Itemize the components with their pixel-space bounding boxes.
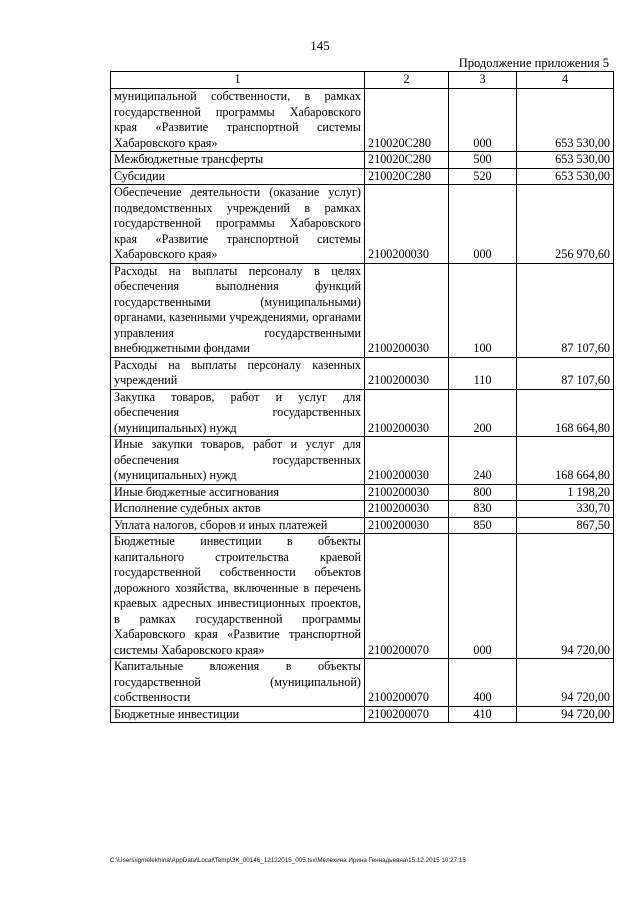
row-code-cell: 2100200030 xyxy=(365,437,449,485)
table-body xyxy=(111,89,614,723)
page-number: 145 xyxy=(310,38,330,53)
row-type-cell: 410 xyxy=(449,706,517,723)
row-code-cell: 2100200070 xyxy=(365,706,449,723)
row-sum-cell: 87 107,60 xyxy=(517,263,614,357)
column-header-4: 4 xyxy=(517,72,614,89)
table-row xyxy=(111,517,614,534)
continuation-label: Продолжение приложения 5 xyxy=(458,56,609,70)
row-name-cell: Иные бюджетные ассигнования xyxy=(111,484,365,501)
row-sum-cell: 94 720,00 xyxy=(517,534,614,659)
row-sum-cell: 94 720,00 xyxy=(517,659,614,707)
row-name-cell: Обеспечение деятельности (оказание услуг) подведомственных учреждений в рамках государственной программы Хабаровского края «Развитие транспортной системы Хабаровского края» xyxy=(111,185,365,264)
row-code-cell: 2100200030 xyxy=(365,389,449,437)
row-type-cell: 000 xyxy=(449,89,517,152)
row-code-cell: 210020С280 xyxy=(365,152,449,169)
row-sum-cell: 168 664,80 xyxy=(517,389,614,437)
table-row xyxy=(111,534,614,659)
row-sum-cell: 653 530,00 xyxy=(517,152,614,169)
row-name-cell: Исполнение судебных актов xyxy=(111,501,365,518)
row-type-cell: 000 xyxy=(449,534,517,659)
row-code-cell: 210020С280 xyxy=(365,168,449,185)
row-sum-cell: 330,70 xyxy=(517,501,614,518)
row-type-cell: 000 xyxy=(449,185,517,264)
row-type-cell: 800 xyxy=(449,484,517,501)
table-row xyxy=(111,389,614,437)
row-code-cell: 2100200030 xyxy=(365,501,449,518)
row-code-cell: 210020С280 xyxy=(365,89,449,152)
row-name-cell: Межбюджетные трансферты xyxy=(111,152,365,169)
column-header-2: 2 xyxy=(365,72,449,89)
row-name-cell: Иные закупки товаров, работ и услуг для обеспечения государственных (муниципальных) нужд xyxy=(111,437,365,485)
row-sum-cell: 867,50 xyxy=(517,517,614,534)
table-row xyxy=(111,706,614,723)
row-type-cell: 240 xyxy=(449,437,517,485)
table-row xyxy=(111,484,614,501)
row-code-cell: 2100200070 xyxy=(365,534,449,659)
row-type-cell: 850 xyxy=(449,517,517,534)
row-sum-cell: 94 720,00 xyxy=(517,706,614,723)
row-type-cell: 110 xyxy=(449,357,517,389)
row-name-cell: Закупка товаров, работ и услуг для обеспечения государственных (муниципальных) нужд xyxy=(111,389,365,437)
table-row xyxy=(111,152,614,169)
table-row xyxy=(111,168,614,185)
row-sum-cell: 256 970,60 xyxy=(517,185,614,264)
row-name-cell: муниципальной собственности, в рамках государственной программы Хабаровского края «Развитие транспортной системы Хабаровского края» xyxy=(111,89,365,152)
row-code-cell: 2100200030 xyxy=(365,185,449,264)
row-sum-cell: 168 664,80 xyxy=(517,437,614,485)
row-sum-cell: 653 530,00 xyxy=(517,168,614,185)
column-header-3: 3 xyxy=(449,72,517,89)
row-sum-cell: 87 107,60 xyxy=(517,357,614,389)
table-row xyxy=(111,185,614,264)
table-row xyxy=(111,501,614,518)
row-sum-cell: 653 530,00 xyxy=(517,89,614,152)
footer-file-path: C:\Users\igmelekhina\AppData\Local\Temp\ЗК_00146_12122015_005.tsx\Мелехина Ирина Геннадьевна\15.12.2015 10:27:15 xyxy=(110,857,466,864)
row-sum-cell: 1 198,20 xyxy=(517,484,614,501)
row-name-cell: Бюджетные инвестиции в объекты капитального строительства краевой государственной собственности объектов дорожного хозяйства, включенные в перечень краевых адресных инвестиционных проектов, в рамках государственной программы Хабаровского края «Развитие транспортной системы Хабаровского края» xyxy=(111,534,365,659)
table-row xyxy=(111,263,614,357)
row-code-cell: 2100200030 xyxy=(365,357,449,389)
row-type-cell: 400 xyxy=(449,659,517,707)
table-row xyxy=(111,437,614,485)
row-code-cell: 2100200030 xyxy=(365,484,449,501)
row-name-cell: Расходы на выплаты персоналу в целях обеспечения выполнения функций государственными (муниципальными) органами, казенными учреждениями, органами управления государственными внебюджетными фондами xyxy=(111,263,365,357)
budget-table xyxy=(110,71,614,723)
row-name-cell: Расходы на выплаты персоналу казенных учреждений xyxy=(111,357,365,389)
row-name-cell: Уплата налогов, сборов и иных платежей xyxy=(111,517,365,534)
row-code-cell: 2100200030 xyxy=(365,517,449,534)
row-type-cell: 830 xyxy=(449,501,517,518)
column-header-1: 1 xyxy=(111,72,365,89)
row-type-cell: 200 xyxy=(449,389,517,437)
table-row xyxy=(111,89,614,152)
table-header-row xyxy=(111,72,614,89)
row-code-cell: 2100200070 xyxy=(365,659,449,707)
table-row xyxy=(111,357,614,389)
row-name-cell: Бюджетные инвестиции xyxy=(111,706,365,723)
row-type-cell: 100 xyxy=(449,263,517,357)
row-name-cell: Субсидии xyxy=(111,168,365,185)
row-type-cell: 520 xyxy=(449,168,517,185)
table-row xyxy=(111,659,614,707)
row-code-cell: 2100200030 xyxy=(365,263,449,357)
row-name-cell: Капитальные вложения в объекты государственной (муниципальной) собственности xyxy=(111,659,365,707)
row-type-cell: 500 xyxy=(449,152,517,169)
